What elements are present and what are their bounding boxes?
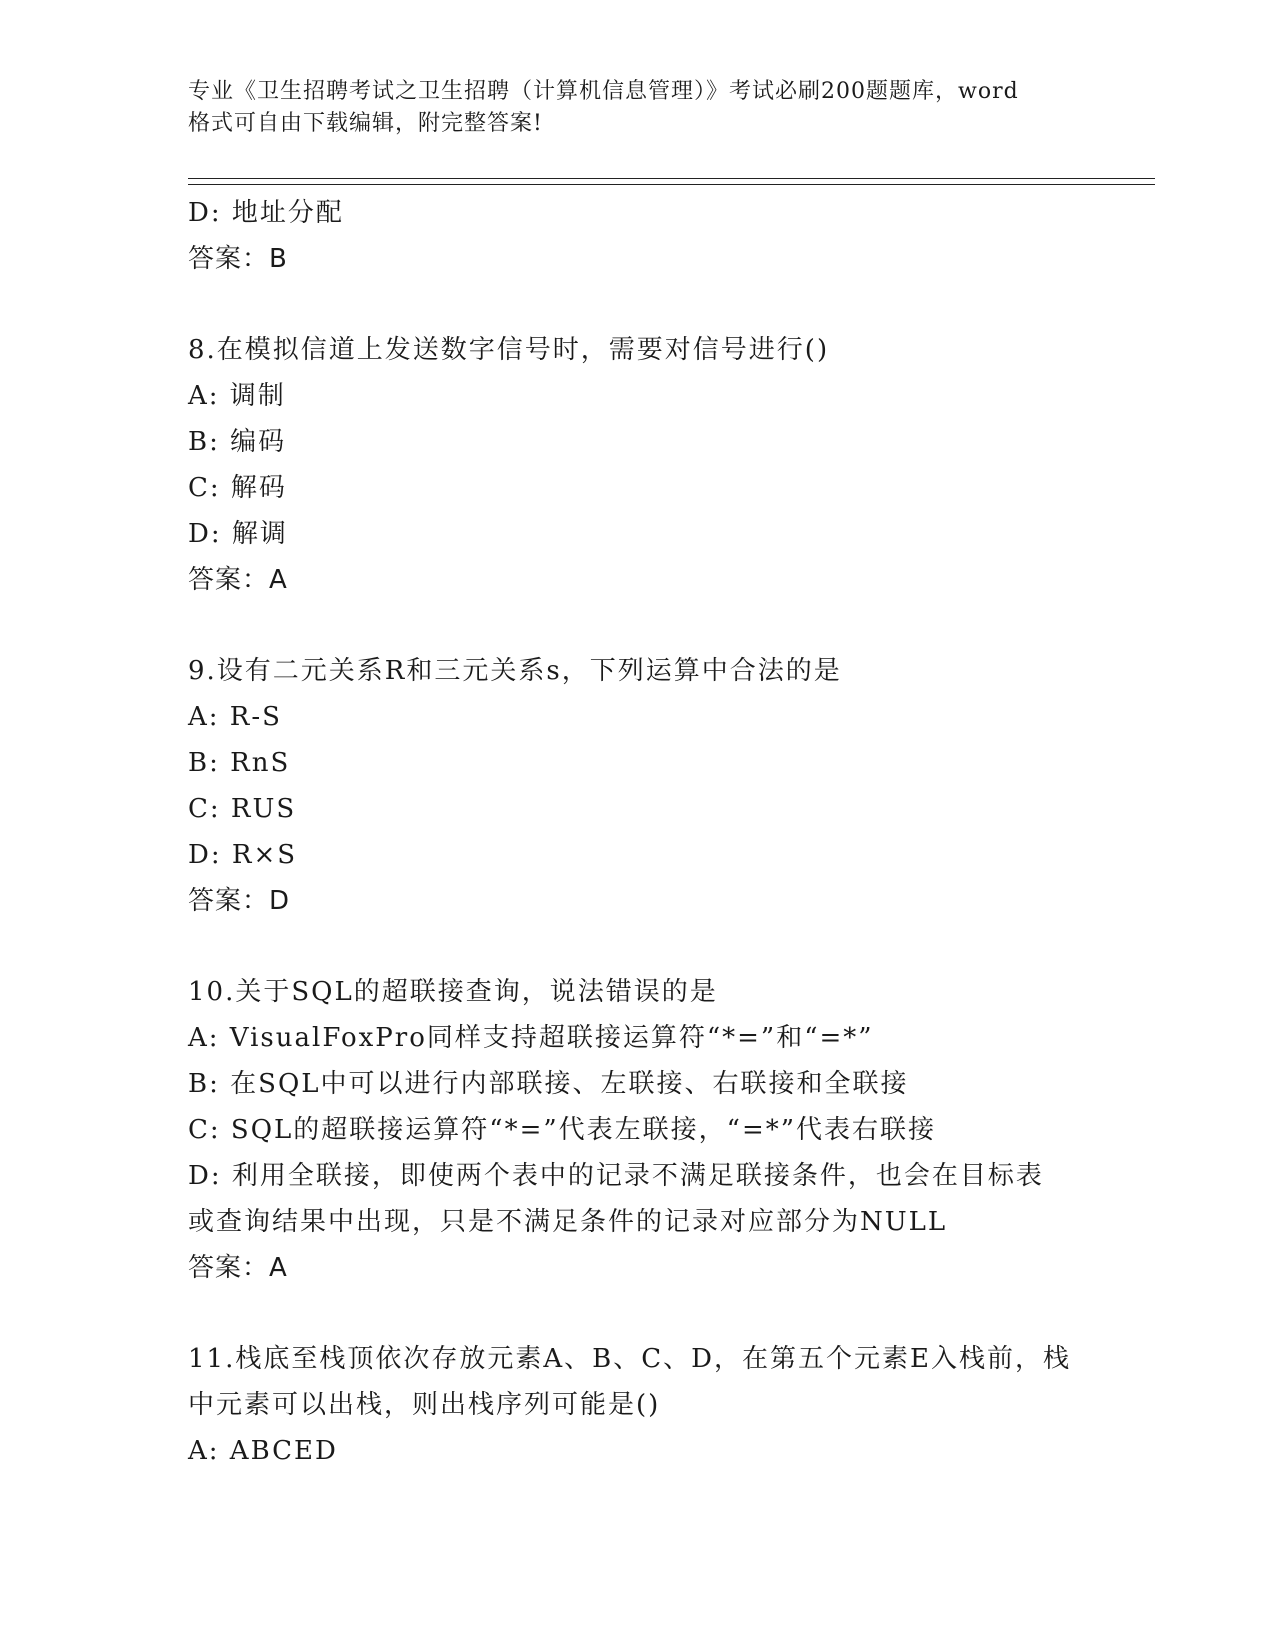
question-stem: 9.设有二元关系R和三元关系s，下列运算中合法的是 [188, 656, 842, 686]
question-stem: 10.关于SQL的超联接查询，说法错误的是 [188, 977, 718, 1007]
question-content [188, 190, 1088, 1474]
answer-line: 答案：A [188, 565, 288, 595]
option-d: D: R×S [188, 840, 298, 870]
question-11 [188, 1336, 1088, 1474]
answer-line: 答案：D [188, 886, 291, 916]
question-9 [188, 648, 1088, 924]
question-8 [188, 327, 1088, 603]
option-c: C: SQL的超联接运算符“*=”代表左联接，“=*”代表右联接 [188, 1115, 937, 1145]
question-stem: 8.在模拟信道上发送数字信号时，需要对信号进行() [188, 335, 830, 365]
option-a: A: VisualFoxPro同样支持超联接运算符“*=”和“=*” [188, 1023, 874, 1053]
option-b: B: RnS [188, 748, 291, 778]
option-b: B: 在SQL中可以进行内部联接、左联接、右联接和全联接 [188, 1069, 909, 1099]
question-10 [188, 969, 1088, 1291]
option-a: A: R-S [188, 702, 282, 732]
header-line-1: 专业《卫生招聘考试之卫生招聘（计算机信息管理）》考试必刷200题题库，word [188, 79, 1019, 104]
option-d: D: 利用全联接，即使两个表中的记录不满足联接条件，也会在目标表 [188, 1161, 1044, 1191]
option-d: D: 地址分配 [188, 198, 344, 228]
option-a: A: ABCED [188, 1436, 338, 1466]
header-divider-top [188, 178, 1155, 179]
question-7-tail [188, 190, 1088, 282]
question-stem-continued: 中元素可以出栈，则出栈序列可能是() [188, 1390, 661, 1420]
option-a: A: 调制 [188, 381, 286, 411]
answer-line: 答案：A [188, 1253, 288, 1283]
option-c: C: 解码 [188, 473, 287, 503]
option-c: C: RUS [188, 794, 297, 824]
header-line-2: 格式可自由下载编辑，附完整答案! [188, 111, 543, 136]
option-b: B: 编码 [188, 427, 287, 457]
question-stem: 11.栈底至栈顶依次存放元素A、B、C、D，在第五个元素E入栈前，栈 [188, 1344, 1071, 1374]
header-divider-bottom [188, 184, 1155, 185]
option-d: D: 解调 [188, 519, 288, 549]
document-header [188, 76, 1088, 140]
answer-line: 答案：B [188, 244, 288, 274]
option-d-continued: 或查询结果中出现，只是不满足条件的记录对应部分为NULL [188, 1207, 948, 1237]
